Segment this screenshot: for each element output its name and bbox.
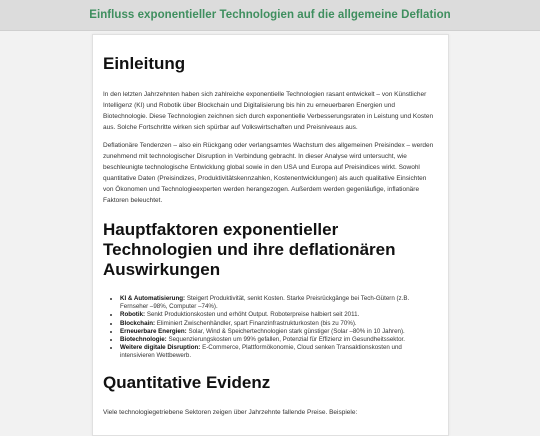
list-item-text: Sequenzierungskosten um 99% gefallen, Potenzial für Effizienz im Gesundheitssektor. [166,336,405,344]
list-item-term: Erneuerbare Energien: [120,327,187,335]
list-item-term: Weitere digitale Disruption: [120,344,201,352]
list-item-text: Solar, Wind & Speichertechnologien stark günstiger (Solar –80% in 10 Jahren). [186,327,405,335]
evidence-intro-paragraph: Viele technologiegetriebene Sektoren zeigen über Jahrzehnte fallende Preise. Beispiele: [103,408,358,416]
list-item [120,311,438,319]
article-content [93,35,448,418]
section-heading-intro: Einleitung [103,54,186,73]
list-item-term: Biotechnologie: [120,336,167,344]
list-item-text: Senkt Produktionskosten und erhöht Output. Roboterpreise halbiert seit 2011. [145,311,360,319]
list-item [120,295,438,311]
section-heading-factors: Hauptfaktoren exponentieller Technologien und ihre deflationären Auswirkungen [103,220,396,279]
list-item [120,328,438,336]
list-item-text: E-Commerce, Plattformökonomie, Cloud senken Transaktionskosten und intensivieren Wettbewerb. [120,344,402,360]
list-item [120,320,438,328]
intro-paragraph-1: In den letzten Jahrzehnten haben sich zahlreiche exponentielle Technologien rasant entwickelt – von Künstlicher Intelligenz (KI) und Robotik über Blockchain und Digitalisierung bis hin zu erneuerbaren Energien und Biotechnologie. Diese Technologien zeichnen sich durch exponentielle Verbesserungsraten in Leistung und Kosten aus. Solche Fortschritte wirken sich spürbar auf Volkswirtschaften und Preisniveaus aus. [103,91,434,131]
page-header [0,0,540,31]
list-item-term: Blockchain: [120,319,156,327]
page-title: Einfluss exponentieller Technologien auf die allgemeine Deflation [89,9,451,21]
list-item [120,344,438,360]
intro-paragraph-2: Deflationäre Tendenzen – also ein Rückgang oder verlangsamtes Wachstum des allgemeinen Preisindex – werden zunehmend mit technologischer Disruption in Verbindung gebracht. In dieser Analyse wird untersucht, wie beschleunigte technologische Entwicklung global sowie in den USA und Europa auf Preisindices wirkt. Sowohl quantitative Daten (Preisindizes, Produktivitätskennzahlen, Kostenentwicklungen) als auch qualitative Einsichten von Ökonomen und Technologieexperten werden herangezogen. Außerdem werden gegenläufige, inflationäre Faktoren beleuchtet. [103,142,434,204]
section-heading-evidence: Quantitative Evidenz [103,372,271,392]
list-item-text: Eliminiert Zwischenhändler, spart Finanzinfrastrukturkosten (bis zu 70%). [155,319,357,327]
article-card [92,34,449,436]
list-item [120,336,438,344]
factors-list [103,295,438,361]
list-item-text: Steigert Produktivität, senkt Kosten. Starke Preisrückgänge bei Tech-Gütern (z.B. Fernseher –98%, Computer –74%). [120,295,410,311]
list-item-term: Robotik: [120,311,146,319]
list-item-term: KI & Automatisierung: [120,295,186,302]
